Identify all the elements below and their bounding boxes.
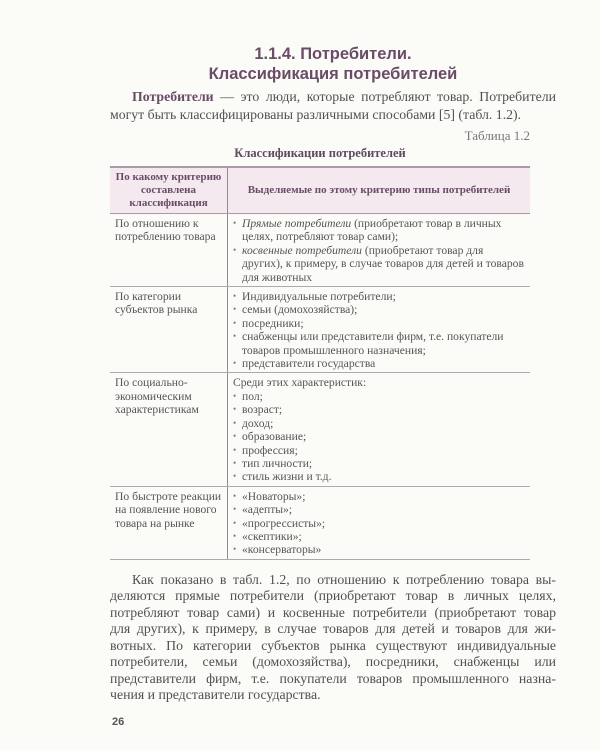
table-row [110,373,530,486]
body-line: деляются прямые потребители (приобретают товар в личных целях, [110,588,556,604]
list-item [233,490,526,503]
body-line: Как показано в табл. 1.2, по отношению к потреблению товара вы- [132,571,556,587]
classification-table [110,166,530,560]
list-item [233,390,526,403]
list-item [233,403,526,416]
list-item [233,457,526,470]
intro-paragraph [110,88,556,124]
body-line: чения и представители государства. [110,687,321,703]
type-text: возраст; [242,403,283,417]
table-row [110,486,530,559]
list-item [233,357,526,370]
table-number: Таблица 1.2 [464,128,530,143]
list-item [233,217,526,244]
list-item [233,517,526,530]
section-heading [110,44,556,84]
type-text: доход; [242,416,274,430]
table-row [110,287,530,373]
intro-line2: могут быть классифицированы различными способами [5] (табл. 1.2). [110,107,522,122]
types-cell [228,373,531,486]
criterion-cell: По отношению к потреблению товара [110,214,228,287]
types-cell [228,486,531,559]
section-heading-line2: Классификация потребителей [208,65,458,83]
type-text: семьи (домохозяйства); [242,303,358,317]
type-text: пол; [242,389,263,403]
type-text: посредники; [242,316,304,330]
body-line: вотных. По категории субъектов рынка существуют индивидуальные [110,637,556,653]
section-heading-line1: 1.1.4. Потребители. [254,45,412,63]
type-text: (приобретают товар в личных целях, потребляют товар сами); [242,217,502,244]
list-item [233,444,526,457]
criterion-cell: По социально-экономическим характеристикам [110,373,228,486]
type-text: снабженцы или представители фирм, т.е. покупатели товаров промышленного назначения; [242,330,504,357]
list-item [233,543,526,556]
types-cell [228,287,531,373]
body-line: потребляют товар сами) и косвенные потребители (приобретают товар [110,604,556,620]
page-content [110,44,556,729]
list-item [233,303,526,316]
type-term: Прямые потребители [242,217,352,230]
types-list [233,217,526,284]
list-item [233,530,526,543]
list-item [233,290,526,303]
body-line: представители фирм, т.е. покупатели товаров промышленного назна- [110,670,556,686]
list-item [233,330,526,357]
type-term: косвенные потребители [242,243,362,257]
header-criterion: По какому критерию составлена классификация [110,167,228,214]
body-line: потребители, семьи (домохозяйства), посредники, снабженцы или [110,654,556,670]
type-text: (приобретают товар для других), к примеру, в случае товаров для детей и товаров для животных [242,243,524,284]
table-caption: Классификации потребителей [234,146,406,160]
type-text: «скептики»; [242,529,302,543]
table-row [110,214,530,287]
types-list [233,390,526,484]
intro-line1-wrap [110,88,556,106]
type-text: Индивидуальные потребители; [242,290,396,304]
header-types: Выделяемые по этому критерию типы потребителей [228,167,531,214]
list-item [233,503,526,516]
table-body [110,214,530,560]
list-item [233,317,526,330]
list-item [233,417,526,430]
type-text: «консерваторы» [242,543,322,557]
type-text: образование; [242,430,307,444]
type-text: представители государства [242,357,376,371]
type-text: «прогрессисты»; [242,516,326,530]
types-list [233,490,526,557]
table-header-row [110,167,530,214]
types-lead: Среди этих характеристик: [233,376,367,390]
intro-term: Потребители [132,89,214,104]
type-text: «Новаторы»; [242,489,306,503]
type-text: профессия; [242,443,298,457]
criterion-cell: По быстроте реакции на появление нового товара на рынке [110,486,228,559]
list-item [233,470,526,483]
list-item [233,430,526,443]
body-paragraph [110,572,556,704]
page-number: 26 [112,715,125,728]
intro-line1: — это люди, которые потребляют товар. Потребители [213,89,556,104]
type-text: «адепты»; [242,503,293,517]
list-item [233,244,526,284]
types-cell [228,214,531,287]
body-line: для других), к примеру, в случае товаров для детей и товаров для жи- [110,621,556,637]
type-text: тип личности; [242,456,313,470]
type-text: стиль жизни и т.д. [242,470,332,484]
criterion-cell: По категории субъектов рынка [110,287,228,373]
types-list [233,290,526,370]
